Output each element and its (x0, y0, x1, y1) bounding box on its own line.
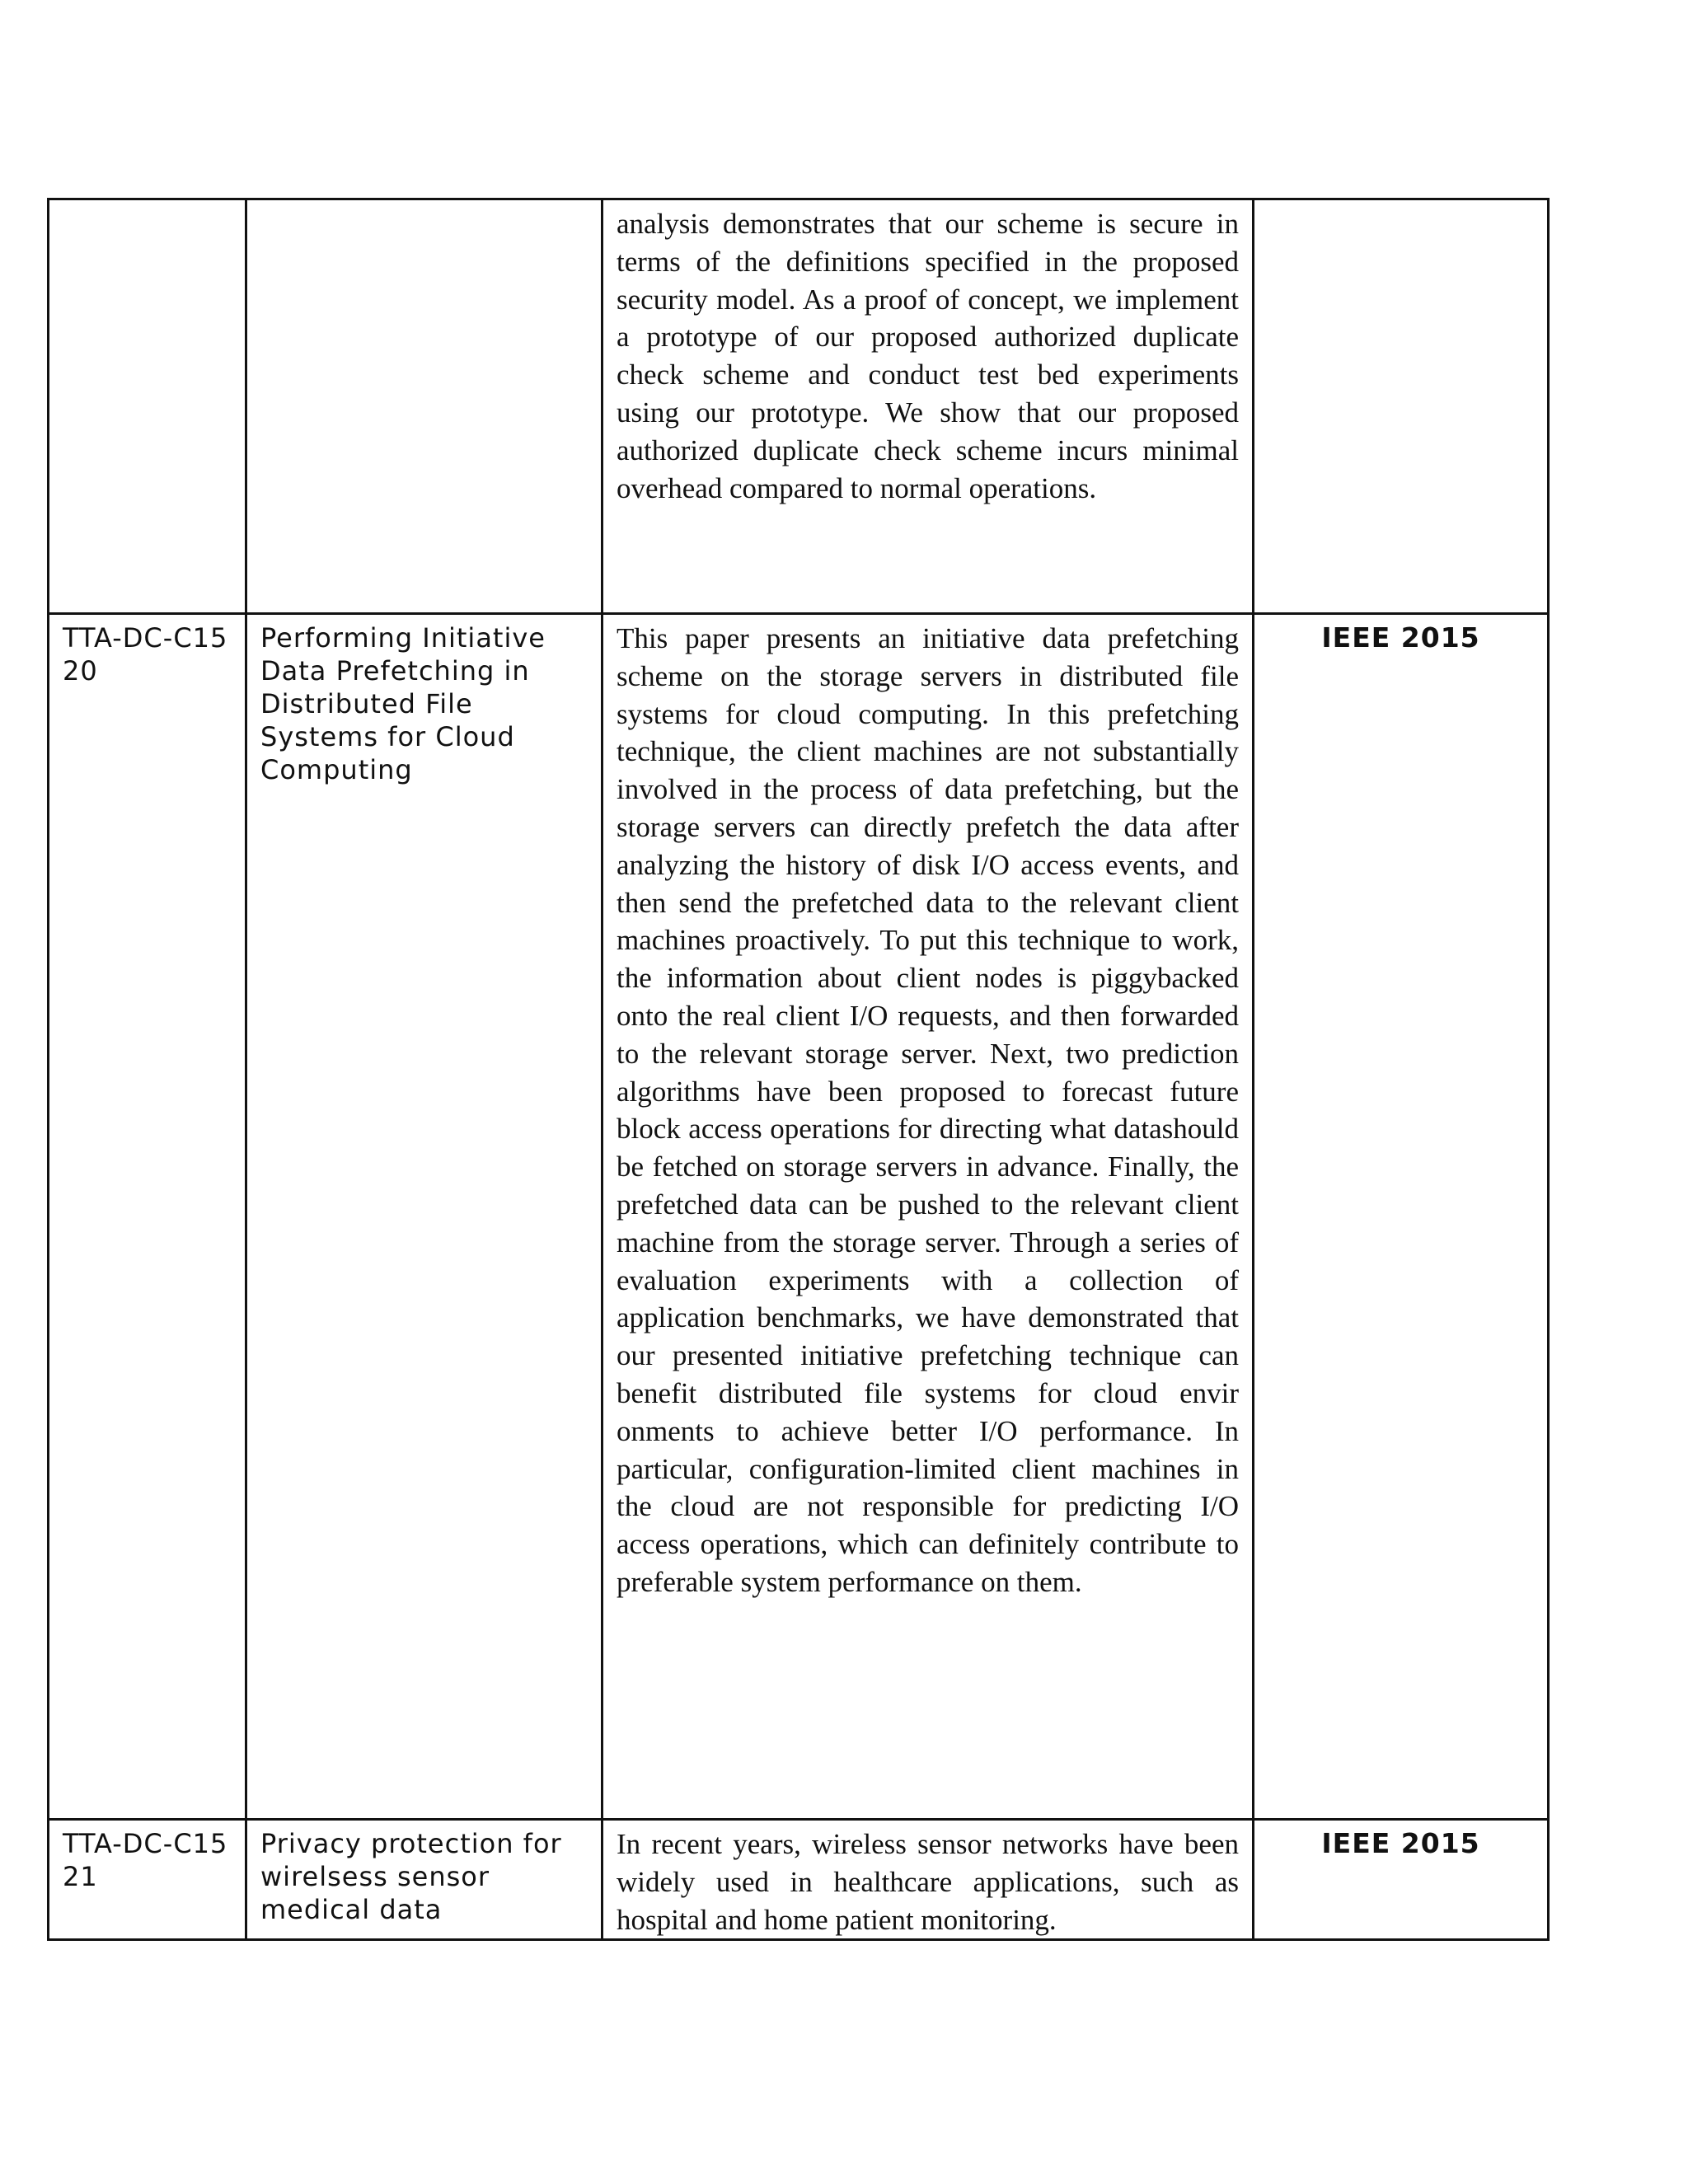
year-cell (1254, 199, 1549, 614)
abstract-cell (603, 614, 1254, 1820)
publication-year: IEEE 2015 (1321, 621, 1480, 654)
project-table (47, 198, 1550, 1941)
year-cell (1254, 614, 1549, 1820)
project-title-cell (246, 199, 603, 614)
project-title-cell (246, 1820, 603, 1940)
table-row (49, 614, 1549, 1820)
abstract-text: This paper presents an initiative data prefetching scheme on the storage servers in distributed file systems for cloud computing. In this prefetching technique, the client machines are not substantially involved in the process of data prefetching, but the storage servers can directly prefetch the data after analyzing the history of disk I/O access events, and then send the prefetched data to the relevant client machines proactively. To put this technique to work, the information about client nodes is piggybacked onto the real client I/O requests, and then forwarded to the relevant storage server. Next, two prediction algorithms have been proposed to forecast future block access operations for directing what datashould be fetched on storage servers in advance. Finally, the prefetched data can be pushed to the relevant client machine from the storage server. Through a series of evaluation experiments with a collection of application benchmarks, we have demonstrated that our presented initiative prefetching technique can benefit distributed file systems for cloud envir onments to achieve better I/O performance. In particular, configuration-limited client machines in the cloud are not responsible for predicting I/O access operations, which can definitely contribute to preferable system performance on them. (617, 622, 1239, 1598)
project-title: Privacy protection for wirelsess sensor medical data (260, 1828, 562, 1925)
abstract-cell (603, 199, 1254, 614)
abstract-text: analysis demonstrates that our scheme is secure in terms of the definitions specified in the proposed security model. As a proof of concept, we implement a prototype of our proposed authorized duplicate check scheme and conduct test bed experiments using our prototype. We show that our proposed authorized duplicate check scheme incurs minimal overhead compared to normal operations. (617, 208, 1239, 504)
project-title-cell (246, 614, 603, 1820)
year-cell (1254, 1820, 1549, 1940)
project-id (49, 200, 245, 207)
project-title (247, 200, 601, 207)
abstract-text: In recent years, wireless sensor networks have been widely used in healthcare applications, such as hospital and home patient monitoring. (617, 1828, 1239, 1936)
project-id: TTA-DC-C1520 (63, 622, 228, 687)
table-row (49, 199, 1549, 614)
project-id-cell (49, 199, 246, 614)
abstract-cell (603, 1820, 1254, 1940)
project-id-cell (49, 1820, 246, 1940)
project-title: Performing Initiative Data Prefetching in Distributed File Systems for Cloud Computing (260, 622, 546, 785)
table-row (49, 1820, 1549, 1940)
publication-year: IEEE 2015 (1321, 1827, 1480, 1859)
publication-year (1254, 200, 1547, 207)
project-id-cell (49, 614, 246, 1820)
project-id: TTA-DC-C1521 (63, 1828, 228, 1892)
